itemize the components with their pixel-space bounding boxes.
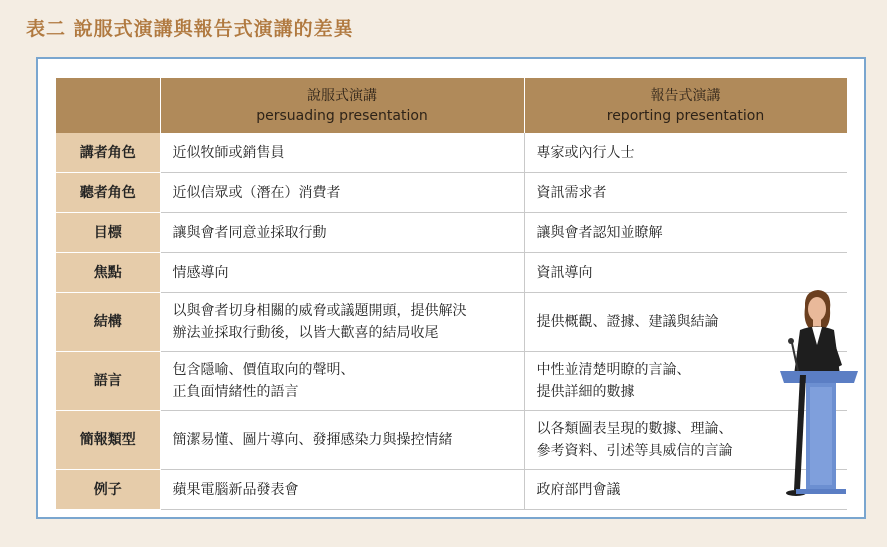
persuading-cell [160, 133, 524, 173]
cell-line: 讓與會者認知並瞭解 [536, 224, 663, 241]
cell-line: 提供詳細的數據 [536, 384, 635, 400]
reporting-cell [524, 213, 847, 253]
row-label: 結構 [56, 293, 160, 352]
table-row [56, 173, 847, 213]
table-row [56, 293, 847, 352]
page-title: 表二 說服式演講與報告式演講的差異 [26, 18, 354, 40]
table-row [56, 352, 847, 411]
cell-line: 正負面情緒性的語言 [172, 384, 299, 400]
cell-line: 政府部門會議 [536, 481, 621, 498]
header-reporting [524, 78, 847, 133]
header-reporting-zh: 報告式演講 [650, 87, 721, 104]
comparison-table [56, 78, 848, 510]
cell-line: 專家或內行人士 [536, 144, 635, 161]
row-label: 簡報類型 [56, 411, 160, 470]
reporting-cell [524, 173, 847, 213]
comparison-panel [36, 57, 866, 519]
persuading-cell [160, 352, 524, 411]
persuading-cell [160, 213, 524, 253]
persuading-cell [160, 253, 524, 293]
cell-line: 包含隱喻、價值取向的聲明、 [172, 362, 355, 378]
cell-line: 中性並清楚明瞭的言論、 [536, 362, 691, 378]
row-label: 講者角色 [56, 133, 160, 173]
persuading-cell [160, 411, 524, 470]
cell-line: 資訊需求者 [536, 184, 607, 201]
cell-line: 辦法並採取行動後，以皆大歡喜的結局收尾 [172, 325, 439, 341]
persuading-cell [160, 293, 524, 352]
cell-line: 提供概觀、證據、建議與結論 [536, 314, 719, 330]
row-label: 例子 [56, 470, 160, 510]
speaker-podium-illustration [760, 285, 870, 510]
cell-line: 讓與會者同意並採取行動 [172, 224, 327, 241]
table-row [56, 411, 847, 470]
cell-line: 以與會者切身相關的威脅或議題開頭，提供解決 [172, 303, 467, 319]
cell-line: 資訊導向 [536, 264, 593, 281]
cell-line: 近似牧師或銷售員 [172, 144, 285, 161]
row-label: 焦點 [56, 253, 160, 293]
reporting-cell [524, 133, 847, 173]
header-reporting-en: reporting presentation [606, 107, 765, 124]
header-persuading-zh: 說服式演講 [307, 87, 377, 104]
row-label: 聽者角色 [56, 173, 160, 213]
cell-line: 以各類圖表呈現的數據、理論、 [536, 421, 733, 437]
table-row [56, 253, 847, 293]
header-persuading-en: persuading presentation [256, 107, 428, 124]
table-row [56, 213, 847, 253]
cell-line: 參考資料、引述等具威信的言論 [536, 443, 733, 459]
table-row [56, 470, 847, 510]
row-label: 語言 [56, 352, 160, 411]
table-row [56, 133, 847, 173]
persuading-cell [160, 173, 524, 213]
row-label: 目標 [56, 213, 160, 253]
cell-line: 情感導向 [172, 264, 229, 281]
cell-line: 近似信眾或（潛在）消費者 [172, 184, 341, 201]
persuading-cell [160, 470, 524, 510]
header-persuading [160, 78, 524, 133]
header-corner [56, 78, 160, 133]
cell-line: 簡潔易懂、圖片導向、發揮感染力與操控情緒 [172, 432, 453, 448]
cell-line: 蘋果電腦新品發表會 [172, 481, 299, 498]
